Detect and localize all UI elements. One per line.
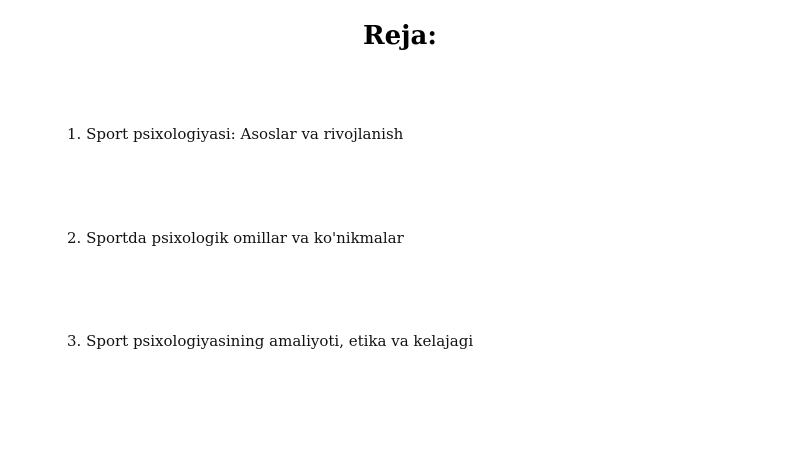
slide-title: Reja: [362, 21, 437, 51]
agenda-item-3: 3. Sport psixologiyasining amaliyoti, etika va kelajagi [67, 332, 474, 350]
agenda-item-2: 2. Sportda psixologik omillar va ko'nikmalar [67, 229, 404, 247]
agenda-item-1: 1. Sport psixologiyasi: Asoslar va rivojlanish [67, 125, 404, 143]
